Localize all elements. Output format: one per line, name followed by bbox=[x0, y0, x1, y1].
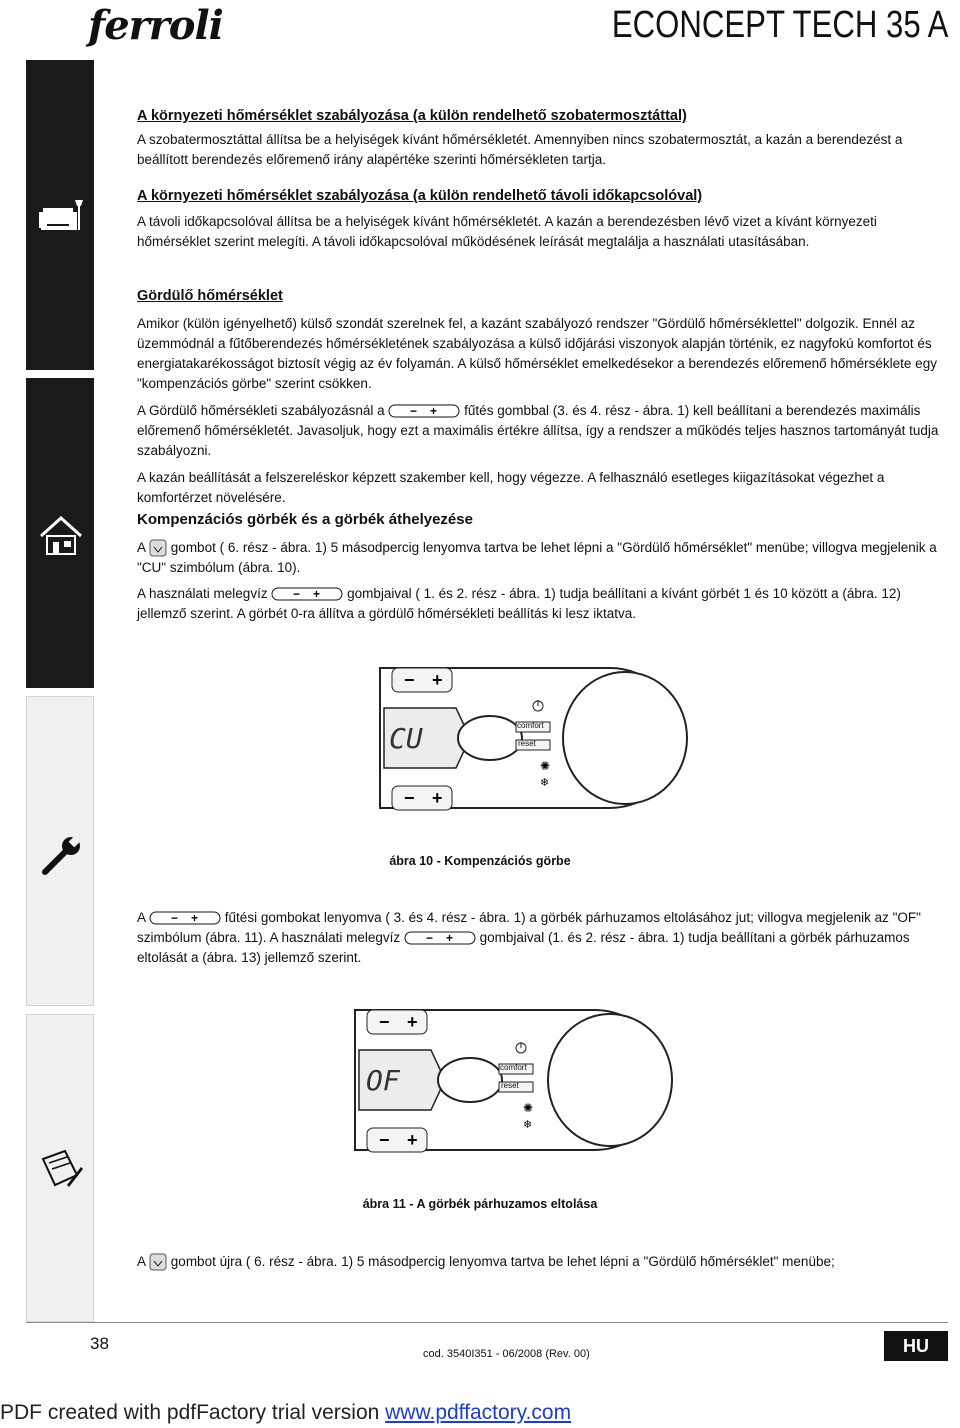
pdffactory-link[interactable]: www.pdffactory.com bbox=[385, 1401, 572, 1424]
svg-text:+: + bbox=[430, 404, 438, 419]
display-of: OF bbox=[366, 1064, 400, 1097]
heading-remote-timer: A környezeti hőmérséklet szabályozása (a külön rendelhető távoli időkapcsolóval) bbox=[137, 188, 703, 204]
svg-text:+: + bbox=[407, 1012, 418, 1032]
svg-text:−: − bbox=[379, 1012, 390, 1032]
text-fragment: gombot újra ( 6. rész - ábra. 1) 5 másodpercig lenyomva tartva be lehet lépni a "Gördülő hőmérséklet" menübe; bbox=[170, 1254, 835, 1269]
pdf-watermark bbox=[0, 1401, 571, 1425]
document-code: cod. 3540I351 - 06/2008 (Rev. 00) bbox=[423, 1348, 590, 1360]
svg-text:−: − bbox=[293, 587, 301, 602]
text-fragment: fűtési gombokat lenyomva ( 3. és 4. rész - ábra. 1) a görbék párhuzamos eltolásához jut; villogva megjelenik az "OF" szimbólum (ábra. 11). A használati melegvíz bbox=[137, 910, 921, 945]
section-sliding-temp bbox=[137, 286, 949, 508]
tab-data[interactable] bbox=[26, 1014, 94, 1322]
text-room-thermostat: A szobatermosztáttal állítsa be a helyiségek kívánt hőmérsékletét. Amennyiben nincs szobatermosztát, a kazán a berendezést a beállított berendezés előremenő irány alapértéke szerinti hőmérsékleten tartja. bbox=[137, 132, 903, 167]
text-installer-note: A kazán beállítását a felszereléskor képzett szakember kell, hogy végezze. A felhasználó esetleges kiigazításokat végezhet a komfortérzet növelésére. bbox=[137, 470, 885, 505]
svg-text:−: − bbox=[404, 670, 415, 690]
text-fragment: A használati melegvíz bbox=[137, 586, 268, 601]
language-badge: HU bbox=[884, 1331, 948, 1361]
svg-text:✺: ✺ bbox=[540, 759, 551, 773]
tab-user[interactable] bbox=[26, 60, 94, 370]
caption-figure-11: ábra 11 - A görbék párhuzamos eltolása bbox=[362, 1197, 598, 1211]
svg-text:+: + bbox=[432, 670, 443, 690]
svg-text:❄: ❄ bbox=[523, 1119, 533, 1131]
label-comfort: comfort bbox=[517, 721, 544, 730]
text-sliding-temp: Amikor (külön igényelhető) külső szondát szerelnek fel, a kazánt szabályozó rendszer "Gördülő hőmérséklettel" dolgozik. Ennél az üzemmódnál a fűtőberendezés hőmérsékletének szabályozása a külső időjárási viszonyok alapján történik, ez nagyfokú komfortot és energiatakarékosságot biztosít végig az év folyamán. A külső hőmérséklet emelkedésekor a berendezés előremenő hőmérséklete egy "kompenzációs görbe" szerint csökken. bbox=[137, 316, 937, 391]
text-fragment: A Gördülő hőmérsékleti szabályozásnál a bbox=[137, 403, 385, 418]
label-reset: reset bbox=[518, 739, 536, 748]
text-remote-timer: A távoli időkapcsolóval állítsa be a helyiségek kívánt hőmérsékletét. A kazán a berendezésben lévő vizet a kívánt környezeti hőmérséklet szerint melegíti. A távoli időkapcsolóval működésének leírását megtalálja a használati utasításában. bbox=[137, 214, 877, 249]
text-reenter-menu bbox=[137, 1252, 949, 1272]
mode-button-icon bbox=[149, 539, 167, 557]
heading-room-thermostat: A környezeti hőmérséklet szabályozása (a külön rendelhető szobatermosztáttal) bbox=[137, 108, 687, 124]
minus-plus-button-icon bbox=[404, 930, 476, 946]
model-title: ECONCEPT TECH 35 A bbox=[611, 4, 948, 46]
text-curves-enter bbox=[137, 538, 949, 578]
page-number: 38 bbox=[90, 1334, 109, 1353]
section-remote-timer bbox=[137, 186, 949, 252]
content-area-3 bbox=[137, 1252, 949, 1272]
tab-service[interactable] bbox=[26, 696, 94, 1006]
text-parallel-shift bbox=[137, 908, 949, 968]
text-sliding-setting bbox=[137, 401, 949, 461]
tab-installer[interactable] bbox=[26, 378, 94, 688]
caption-figure-10: ábra 10 - Kompenzációs görbe bbox=[389, 854, 571, 868]
text-curves-select bbox=[137, 584, 949, 624]
text-fragment: A bbox=[137, 540, 146, 555]
svg-text:−: − bbox=[404, 788, 415, 808]
pdf-watermark-text: PDF created with pdfFactory trial version bbox=[0, 1401, 386, 1424]
house-icon bbox=[37, 514, 85, 558]
svg-text:❄: ❄ bbox=[540, 777, 550, 789]
text-fragment: gombjaival (1. és 2. rész - ábra. 1) tudja beállítani a görbék párhuzamos eltolását a (ábra. 13) jellemző szerint. bbox=[137, 930, 910, 965]
text-fragment: gombjaival ( 1. és 2. rész - ábra. 1) tudja beállítani a kívánt görbét 1 és 10 között a (ábra. 12) jellemző szerint. A görbét 0-ra állítva a gördülő hőmérsékleti beállítás ki lesz iktatva. bbox=[137, 586, 901, 621]
text-fragment: A bbox=[137, 1254, 146, 1269]
section-curves bbox=[137, 510, 949, 624]
minus-plus-button-icon bbox=[271, 586, 343, 602]
label-reset: reset bbox=[501, 1081, 519, 1090]
notepad-pencil-icon bbox=[37, 1145, 85, 1193]
text-fragment: fűtés gombbal (3. és 4. rész - ábra. 1) kell beállítani a berendezés maximális előremenő hőmérsékletét. Javasoljuk, hogy ezt a maximális értékre állítsa, így a rendszer a működés teljes hasznos tartományát tudja szabályozni. bbox=[137, 403, 939, 458]
svg-text:−: − bbox=[410, 404, 418, 419]
label-comfort: comfort bbox=[500, 1063, 527, 1072]
minus-plus-button-icon bbox=[149, 910, 221, 926]
heading-sliding-temp: Gördülő hőmérséklet bbox=[137, 288, 283, 304]
text-fragment: A bbox=[137, 910, 146, 925]
content-area-2 bbox=[137, 908, 949, 968]
svg-text:+: + bbox=[313, 587, 321, 602]
svg-text:✺: ✺ bbox=[523, 1101, 534, 1115]
display-cu: CU bbox=[389, 722, 423, 755]
minus-plus-button-icon bbox=[388, 403, 460, 419]
section-room-thermostat bbox=[137, 106, 949, 170]
armchair-icon bbox=[37, 196, 85, 236]
svg-text:−: − bbox=[379, 1130, 390, 1150]
svg-text:−: − bbox=[425, 931, 433, 946]
brand-logo: ferroli bbox=[88, 2, 223, 49]
svg-text:+: + bbox=[407, 1130, 418, 1150]
section-sidebar bbox=[26, 60, 94, 1322]
svg-text:+: + bbox=[432, 788, 443, 808]
heading-curves: Kompenzációs görbék és a görbék áthelyezése bbox=[137, 511, 473, 528]
svg-text:+: + bbox=[191, 911, 199, 926]
footer-divider bbox=[26, 1322, 948, 1323]
svg-text:+: + bbox=[445, 931, 453, 946]
mode-button-icon bbox=[149, 1253, 167, 1271]
text-fragment: gombot ( 6. rész - ábra. 1) 5 másodpercig lenyomva tartva be lehet lépni a "Gördülő hőmérséklet" menübe; villogva megjelenik a "CU" szimbólum (ábra. 10). bbox=[137, 540, 937, 575]
svg-text:−: − bbox=[171, 911, 179, 926]
